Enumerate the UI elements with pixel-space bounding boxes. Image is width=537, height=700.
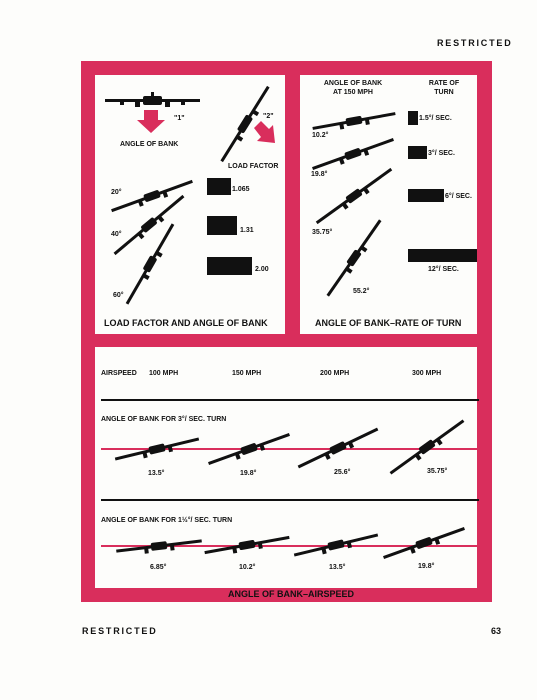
rate-col-header-line1: RATE OF <box>428 80 460 87</box>
row2-plane-1-icon <box>114 538 204 554</box>
rate-angle-4: 55.2° <box>353 288 370 295</box>
speed-200: 200 MPH <box>320 370 350 377</box>
row1-plane-2-icon <box>206 433 292 465</box>
label-2: "2" <box>263 113 274 120</box>
rate-of-turn-caption: ANGLE OF BANK–RATE OF TURN <box>315 318 462 328</box>
load-value-3: 2.00 <box>255 266 269 273</box>
load-factor-label: LOAD FACTOR <box>228 163 279 170</box>
row1-plane-3-icon <box>297 428 379 468</box>
speed-300: 300 MPH <box>412 370 442 377</box>
load-factor-caption: LOAD FACTOR AND ANGLE OF BANK <box>104 318 268 328</box>
label-1: "1" <box>174 115 185 122</box>
level-plane-icon <box>105 92 200 108</box>
footer-restricted: RESTRICTED <box>82 626 158 636</box>
load-value-1: 1.065 <box>232 186 250 193</box>
rate-col-header-line2: TURN <box>434 89 454 96</box>
rate-angle-3: 35.75° <box>312 229 333 236</box>
row2-label: ANGLE OF BANK FOR 1½°/ SEC. TURN <box>101 517 233 524</box>
plane-19-8-icon <box>310 136 396 172</box>
airspeed-label: AIRSPEED <box>101 370 137 377</box>
plane-60-icon <box>125 224 175 304</box>
angle-40-label: 40° <box>111 231 122 238</box>
angle-60-label: 60° <box>113 292 124 299</box>
angle-of-bank-label: ANGLE OF BANK <box>120 141 179 148</box>
speed-150: 150 MPH <box>232 370 262 377</box>
rate-angle-2: 19.8° <box>311 171 328 178</box>
divider-line-2 <box>101 499 479 501</box>
rate-bar-3 <box>408 189 444 202</box>
row1-angle-4: 35.75° <box>427 468 448 475</box>
row1-label: ANGLE OF BANK FOR 3°/ SEC. TURN <box>101 416 227 423</box>
load-value-2: 1.31 <box>240 227 254 234</box>
row1-angle-1: 13.5° <box>148 470 165 477</box>
row2-angle-2: 10.2° <box>239 564 256 571</box>
bank-col-header-line1: ANGLE OF BANK <box>323 80 383 87</box>
page-number: 63 <box>491 626 502 636</box>
rate-bar-4 <box>408 249 477 262</box>
rate-angle-1: 10.2° <box>312 132 329 139</box>
down-arrow-icon <box>136 110 166 134</box>
load-bar-3 <box>207 257 252 275</box>
row2-angle-4: 19.8° <box>418 563 435 570</box>
rate-bar-2 <box>408 146 427 159</box>
row2-plane-3-icon <box>292 532 380 558</box>
rate-value-2: 3°/ SEC. <box>428 150 455 157</box>
row1-angle-2: 19.8° <box>240 470 257 477</box>
rate-value-4: 12°/ SEC. <box>428 266 459 273</box>
row2-angle-3: 13.5° <box>329 564 346 571</box>
plane-55-2-icon <box>325 220 383 296</box>
load-bar-2 <box>207 216 237 235</box>
row1-plane-1-icon <box>113 437 201 461</box>
row2-angle-1: 6.85° <box>150 564 167 571</box>
diagonal-arrow-icon <box>252 120 278 146</box>
row2-plane-4-icon <box>381 526 467 560</box>
airspeed-caption: ANGLE OF BANK–AIRSPEED <box>228 589 355 599</box>
divider-line-1 <box>101 399 479 401</box>
row2-plane-2-icon <box>203 534 291 556</box>
bank-col-header-line2: AT 150 MPH <box>333 89 373 96</box>
angle-20-label: 20° <box>111 189 122 196</box>
row1-plane-4-icon <box>390 420 464 474</box>
speed-100: 100 MPH <box>149 370 179 377</box>
header-restricted: RESTRICTED <box>437 38 513 48</box>
rate-bar-1 <box>408 111 418 125</box>
row1-angle-3: 25.6° <box>334 469 351 476</box>
rate-value-1: 1.5°/ SEC. <box>419 115 452 122</box>
rate-value-3: 6°/ SEC. <box>445 193 472 200</box>
load-bar-1 <box>207 178 231 195</box>
